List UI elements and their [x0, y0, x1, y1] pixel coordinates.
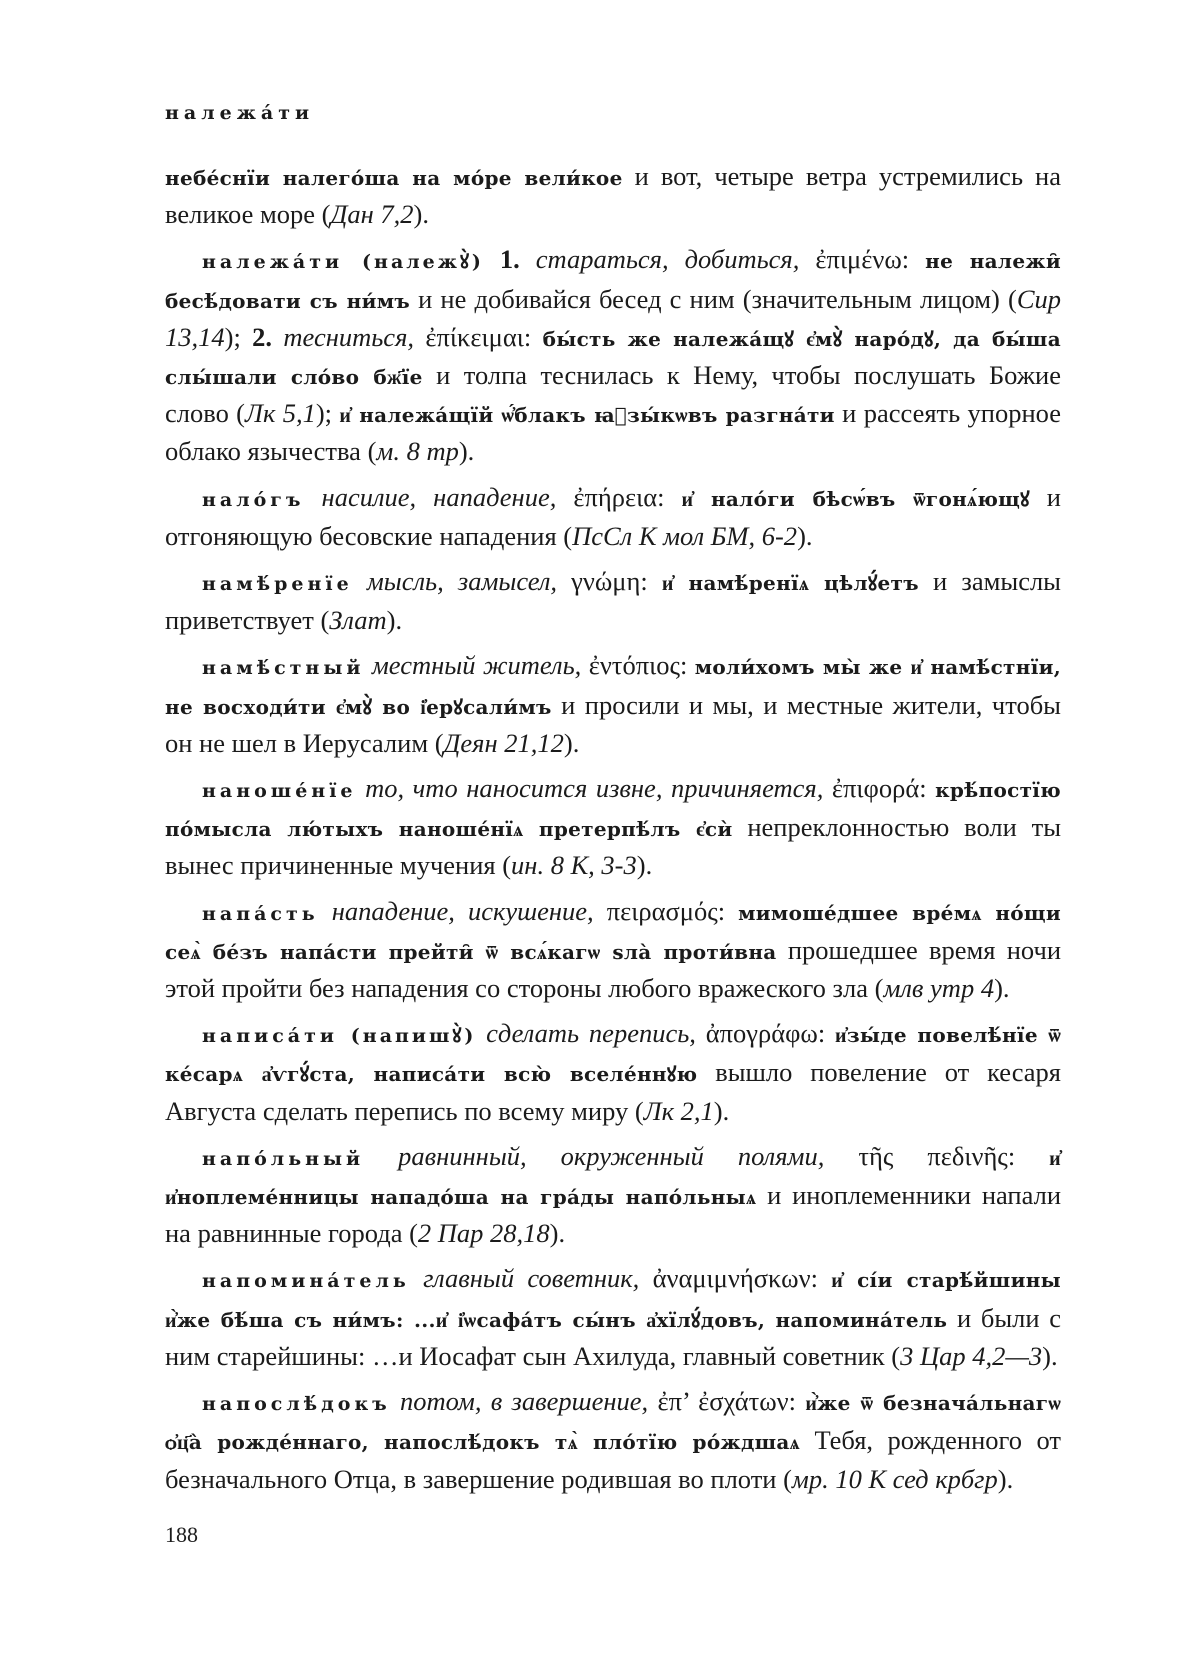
- headword: напослѣ́докъ: [202, 1393, 391, 1416]
- translation-text: и были с ним старейшины: …и Иосафат сын Ахилуда, главный советник (: [165, 1302, 1061, 1371]
- church-slavonic-quote: крѣ́постїю по́мысла лю́тыхъ наноше́нїѧ претерпѣ́лъ є҆сѝ: [165, 778, 1061, 842]
- gloss: стараться, добиться,: [535, 244, 816, 275]
- gloss: насилие, нападение,: [321, 481, 574, 512]
- translation-text: вышло повеление от кесаря Августа сделать перепись по всему миру (: [165, 1057, 1061, 1126]
- source-reference: мр. 10 К сед крбгр: [791, 1463, 998, 1494]
- translation-text: ).: [994, 973, 1010, 1004]
- greek-equivalent: ἐντόπιος: [588, 650, 680, 681]
- translation-text: и просили и мы, и местные жители, чтобы он не шел в Иерусалим (: [165, 689, 1061, 758]
- headword-form: (належꙋ̀): [343, 251, 484, 274]
- greek-equivalent: ἐπιμένω: [815, 244, 902, 275]
- source-reference: ПсСл К мол БМ, 6-2: [572, 520, 798, 551]
- closing-punctuation: ).: [413, 199, 429, 230]
- gloss: равнинный, окруженный полями,: [398, 1140, 859, 1171]
- entry-nanoshenie: наноше́нїе то, что наносится извне, причиняется, ἐπιφορά: крѣ́постїю по́мысла лю́тыхъ наноше́нїѧ претерпѣ́лъ є҆сѝ непреклонностью воли ты вынес причиненные мучения (ин. 8 К, 3-3).: [165, 773, 1061, 881]
- headword-form: (напишꙋ̀): [337, 1025, 477, 1048]
- translation-text: прошедшее время ночи этой пройти без нападения со стороны любого вражеского зла (: [165, 934, 1061, 1004]
- entry-napast: напа́сть нападение, искушение, πειρασμός: мимоше́дшее вре́мѧ но́щи сеѧ̀ бе́зъ напа́сти прейти̑ ѿ всѧ́кагѡ ѕла̀ проти́вна прошедшее время ночи этой пройти без нападения со стороны любого вражеского зла (млв утр 4).: [165, 895, 1061, 1004]
- translation-text: и толпа теснилась к Нему, чтобы послушать Божие слово (: [165, 360, 1062, 429]
- headword: напо́льный: [202, 1147, 365, 1170]
- translation-text: ).: [1042, 1340, 1058, 1371]
- translation-text: ).: [797, 520, 813, 551]
- gloss: мысль, замысел,: [366, 566, 572, 597]
- entry-napisati: написа́ти (напишꙋ̀) сделать перепись, ἀπογράφω: и҆зы́де повелѣ́нїе ѿ ке́сарѧ а҆ѵгꙋ́ста, написа́ти всю̀ вселе́ннꙋю вышло повеление от кесаря Августа сделать перепись по всему миру (Лк 2,1).: [165, 1018, 1061, 1126]
- translation-text: и отгоняющую бесовские нападения (: [165, 481, 1061, 551]
- church-slavonic-quote: и҆ нало́ги бѣсѡ́въ ѿгонѧ́ющꙋ: [681, 486, 1030, 511]
- headword: намѣ́стный: [202, 657, 365, 680]
- translation-text: ).: [997, 1463, 1014, 1494]
- source-reference: Злат: [329, 605, 387, 636]
- entry-napominatel: напомина́тель главный советник, ἀναμιμνήσκων: и҆ сі́и старѣ́йшины и҆̀же бѣ́ша съ ни́мъ: ...и҆ і҆ѡсафа́тъ сы́нъ а҆хїлꙋ́довъ, напомина́тель и были с ним старейшины: …и Иосафат сын Ахилуда, главный советник (3 Цар 4,2—3).: [165, 1263, 1061, 1371]
- church-slavonic-quote: мимоше́дшее вре́мѧ но́щи сеѧ̀ бе́зъ напа́сти прейти̑ ѿ всѧ́кагѡ ѕла̀ проти́вна: [165, 900, 1061, 964]
- gloss: главный советник,: [423, 1263, 653, 1294]
- translation-text: ).: [713, 1095, 730, 1126]
- church-slavonic-quote: и҆ намѣ́ренїѧ цѣлꙋ́етъ: [661, 571, 919, 596]
- translation-text: );: [224, 321, 253, 352]
- source-reference: ин. 8 К, 3-3: [511, 850, 637, 881]
- translation-text: и вот, четыре ветра устремились на великое море (: [165, 161, 1062, 230]
- church-slavonic-quote: и҆ належа́щїй ѡ҆́блакъ ꙗ҆зы́кѡвъ разгна́ти: [339, 403, 835, 428]
- greek-equivalent: πειρασμός: [606, 895, 718, 926]
- source-reference: Деян 21,12: [443, 727, 564, 758]
- greek-equivalent: ἐπιφορά: [831, 773, 920, 804]
- church-slavonic-quote: и҆ и҆ноплеме́нницы нападо́ша на гра́ды напо́льныѧ: [165, 1145, 1061, 1210]
- source-reference: 2 Пар 28,18: [417, 1218, 550, 1249]
- source-reference: млв утр 4: [883, 973, 995, 1004]
- translation-text: ).: [458, 436, 475, 467]
- greek-equivalent: ἐπήρεια: [573, 481, 658, 512]
- greek-equivalent: ἀπογράφω: [705, 1018, 818, 1049]
- church-slavonic-quote: и҆̀же ѿ безнача́льнагѡ ѻ҆ц҃а̀ рожде́ннаго, напослѣ́докъ тѧ̀ пло́тїю ро́ждшаѧ: [165, 1391, 1062, 1455]
- sense-number: 1.: [499, 244, 520, 275]
- headword: написа́ти: [202, 1025, 338, 1048]
- translation-text: ).: [636, 850, 653, 881]
- translation-text: Тебя, рожденного от безначального Отца, в завершение родившая во плоти (: [165, 1425, 1061, 1494]
- church-slavonic-quote: и҆зы́де повелѣ́нїе ѿ ке́сарѧ а҆ѵгꙋ́ста, написа́ти всю̀ вселе́ннꙋю: [165, 1023, 1061, 1087]
- translation-text: ).: [549, 1218, 566, 1249]
- entry-napolny: напо́льный равнинный, окруженный полями, τῆς πεδινῆς: и҆ и҆ноплеме́нницы нападо́ша на гра́ды напо́льныѧ и иноплеменники напали на равнинные города (2 Пар 28,18).: [165, 1140, 1061, 1249]
- translation-text: ).: [563, 727, 580, 758]
- headword: належа́ти: [202, 251, 344, 274]
- source-reference: Лк 5,1: [245, 398, 316, 429]
- translation-text: и замыслы приветствует (: [165, 566, 1061, 636]
- continuation-paragraph: [165, 158, 1061, 232]
- headword: нало́гъ: [202, 488, 305, 511]
- gloss: то, что наносится извне, причиняется,: [365, 773, 832, 804]
- entry-namerenie: намѣ́ренїе мысль, замысел, γνώμη: и҆ намѣ́ренїѧ цѣлꙋ́етъ и замыслы приветствует (Злат).: [165, 566, 1061, 636]
- gloss: тесниться,: [283, 321, 426, 352]
- running-head: належа́ти: [165, 102, 315, 124]
- headword: напа́сть: [202, 902, 319, 925]
- church-slavonic-quote: бы́сть же належа́щꙋ є҆мꙋ̀ наро́дꙋ, да бы́ша слы́шали сло́во бж҃їе: [165, 326, 1061, 390]
- church-slavonic-quote: не належи̑ бесѣ́довати съ ни́мъ: [165, 249, 1061, 313]
- sense-number: 2.: [252, 321, 273, 352]
- source-reference: м. 8 тр: [376, 436, 459, 467]
- source-reference: 3 Цар 4,2—3: [900, 1340, 1043, 1371]
- translation-text: непреклонностью воли ты вынес причиненные мучения (: [165, 812, 1061, 881]
- gloss: нападение, искушение,: [331, 895, 607, 926]
- church-slavonic-quote: моли́хомъ мы̀ же и҆ намѣ́стнїи, не восходи́ти є҆мꙋ̀ во і҆ерꙋсали́мъ: [165, 655, 1061, 719]
- headword: намѣ́ренїе: [202, 573, 353, 596]
- gloss: потом, в завершение,: [400, 1386, 658, 1417]
- source-reference: Сир 13,14: [165, 283, 1061, 352]
- source-reference: Лк 2,1: [643, 1095, 714, 1126]
- greek-equivalent: ἀναμιμνήσκων: [652, 1263, 811, 1294]
- translation-text: и не добивайся бесед с ним (значительным лицом) (: [410, 283, 1017, 314]
- entry-naposledok: напослѣ́докъ потом, в завершение, ἐπ’ ἐσχάτων: и҆̀же ѿ безнача́льнагѡ ѻ҆ц҃а̀ рожде́ннаго, напослѣ́докъ тѧ̀ пло́тїю ро́ждшаѧ Тебя, рожденного от безначального Отца, в завершение родившая во плоти (мр. 10 К сед крбгр).: [165, 1386, 1062, 1494]
- gloss: сделать перепись,: [486, 1018, 706, 1049]
- church-slavonic-quote: небе́снїи налего́ша на мо́ре вели́кое: [165, 166, 623, 190]
- greek-equivalent: ἐπ’ ἐσχάτων: [657, 1386, 789, 1417]
- entry-nalog: нало́гъ насилие, нападение, ἐπήρεια: и҆ нало́ги бѣсѡ́въ ѿгонѧ́ющꙋ и отгоняющую бесовские нападения (ПсСл К мол БМ, 6-2).: [165, 481, 1061, 551]
- translation-text: );: [315, 398, 340, 429]
- greek-equivalent: τῆς πεδινῆς: [858, 1140, 1008, 1171]
- church-slavonic-quote: и҆ сі́и старѣ́йшины и҆̀же бѣ́ша съ ни́мъ: ...и҆ і҆ѡсафа́тъ сы́нъ а҆хїлꙋ́довъ, напомина́тель: [165, 1268, 1061, 1332]
- headword: напомина́тель: [202, 1270, 410, 1293]
- headword: наноше́нїе: [202, 780, 357, 803]
- greek-equivalent: γνώμη: [571, 566, 641, 597]
- gloss: местный житель,: [371, 650, 589, 681]
- page-number: 188: [165, 1522, 198, 1547]
- greek-equivalent: ἐπίκειμαι: [425, 321, 524, 352]
- translation-text: и иноплеменники напали на равнинные города (: [165, 1180, 1061, 1249]
- entry-nalezhati: належа́ти (належꙋ̀) 1. стараться, добиться, ἐπιμένω: не належи̑ бесѣ́довати съ ни́мъ и не добивайся бесед с ним (значительным лицом) (Сир 13,14); 2. тесниться, ἐπίκειμαι: бы́сть же належа́щꙋ є҆мꙋ̀ наро́дꙋ, да бы́ша слы́шали сло́во бж҃їе и толпа теснилась к Нему, чтобы послушать Божие слово (Лк 5,1); и҆ належа́щїй ѡ҆́блакъ ꙗ҆зы́кѡвъ разгна́ти и рассеять упорное облако язычества (м. 8 тр).: [165, 244, 1062, 467]
- translation-text: и рассеять упорное облако язычества (: [165, 398, 1061, 467]
- translation-text: ).: [386, 605, 403, 636]
- source-reference: Дан 7,2: [330, 199, 414, 230]
- page-body: [165, 158, 1061, 1497]
- entry-namestny: намѣ́стный местный житель, ἐντόπιος: моли́хомъ мы̀ же и҆ намѣ́стнїи, не восходи́ти є҆мꙋ̀ во і҆ерꙋсали́мъ и просили и мы, и местные жители, чтобы он не шел в Иерусалим (Деян 21,12).: [165, 650, 1061, 758]
